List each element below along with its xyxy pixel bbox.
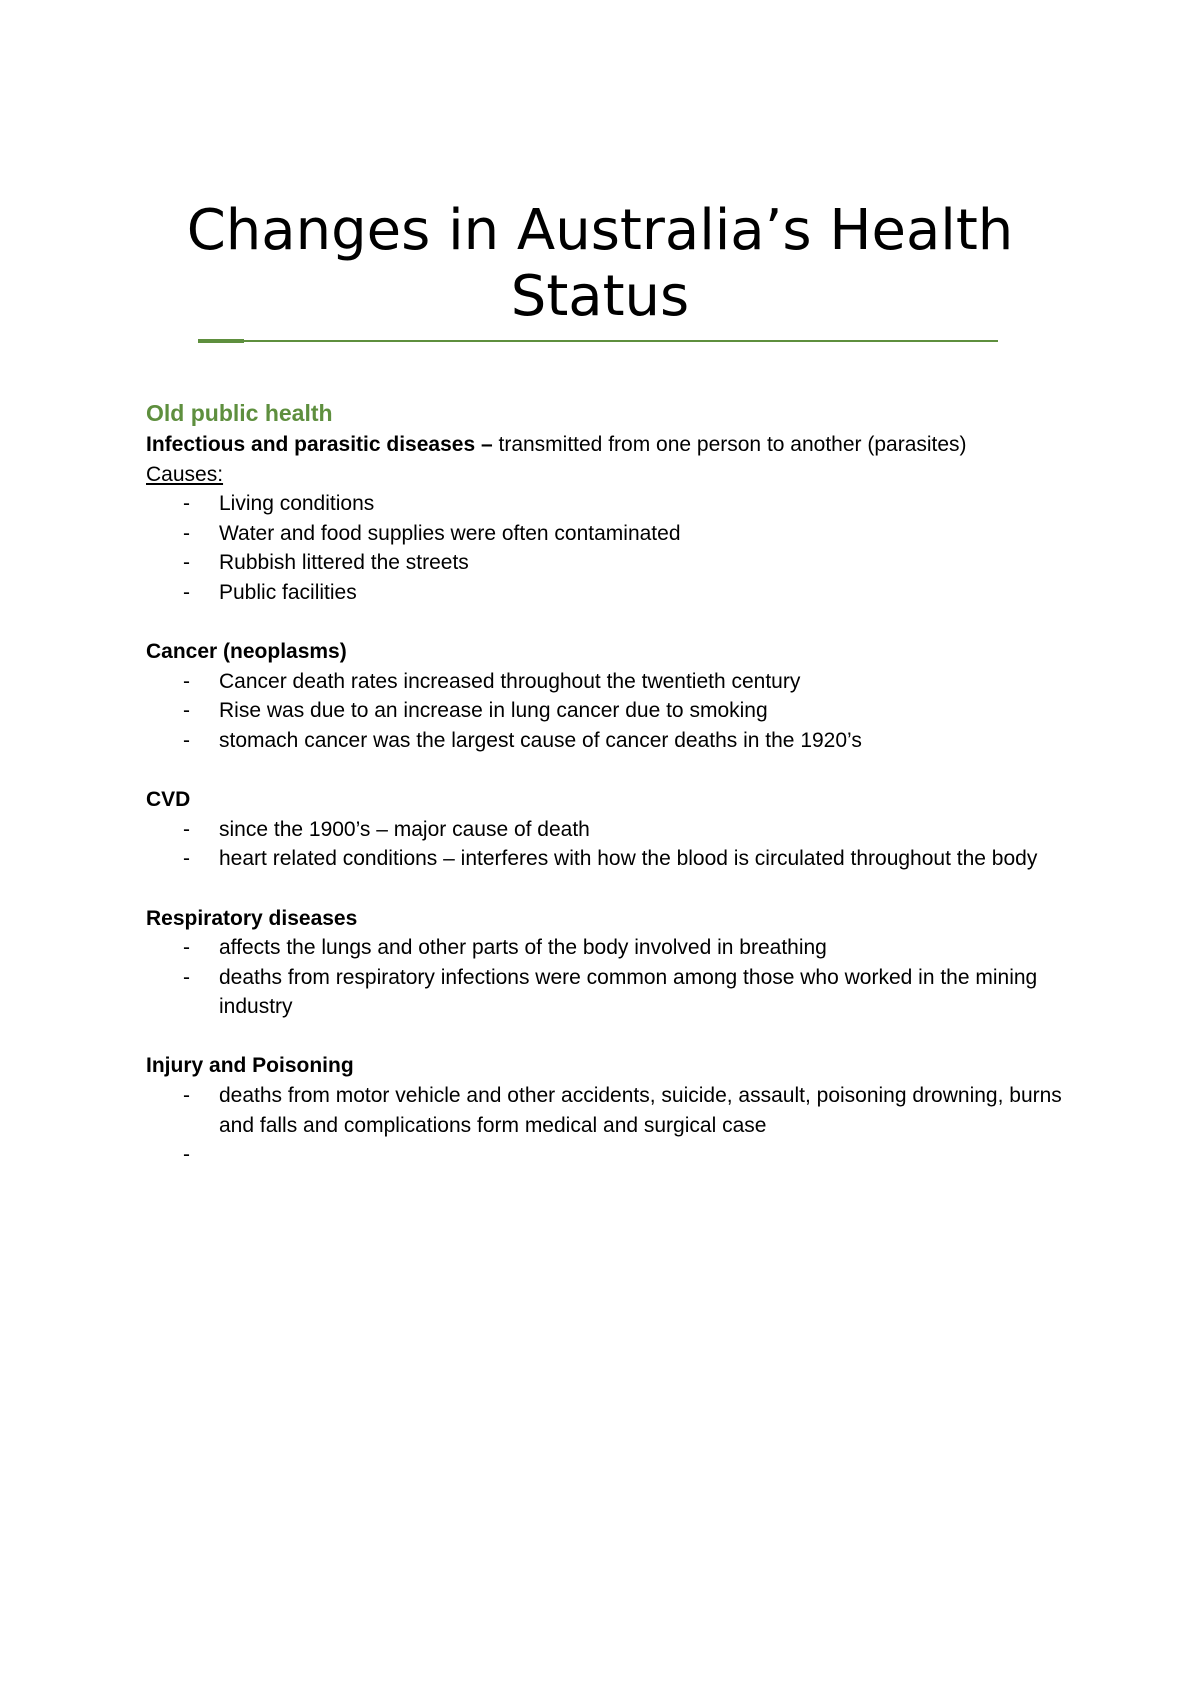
list-dash: -	[183, 728, 190, 752]
list-item-text: Rubbish littered the streets	[219, 551, 469, 575]
list-dash: -	[183, 492, 190, 516]
section-heading-old-public-health: Old public health	[146, 400, 333, 426]
list-item	[146, 667, 1066, 697]
list-item-text: Cancer death rates increased throughout the twentieth century	[219, 669, 801, 693]
list-item-text: stomach cancer was the largest cause of cancer deaths in the 1920’s	[219, 728, 862, 752]
list-item	[146, 1140, 1066, 1170]
list-dash: -	[183, 669, 190, 693]
list-item-text: Living conditions	[219, 492, 375, 516]
paragraph-spacer	[146, 608, 1066, 638]
paragraph-spacer	[146, 874, 1066, 904]
document-body	[146, 396, 1066, 1170]
infectious-diseases-definition	[146, 430, 1066, 460]
list-item	[146, 696, 1066, 726]
title-line-2: Status	[510, 264, 690, 329]
causes-label-line	[146, 460, 1066, 490]
list-item-text: Water and food supplies were often contaminated	[219, 521, 681, 545]
list-item	[146, 815, 1066, 845]
respiratory-list	[146, 933, 1066, 1022]
respiratory-heading: Respiratory diseases	[146, 906, 358, 930]
list-item	[146, 489, 1066, 519]
list-item-text	[219, 1143, 225, 1166]
list-item	[146, 933, 1066, 963]
cvd-heading: CVD	[146, 788, 191, 812]
list-item-text: deaths from motor vehicle and other accidents, suicide, assault, poisoning drowning, burns and falls and complications form medical and surgical case	[219, 1084, 1062, 1137]
title-line-1: Changes in Australia’s Health	[186, 198, 1014, 263]
list-dash: -	[183, 1084, 190, 1108]
list-item	[146, 1081, 1066, 1140]
paragraph-spacer	[146, 756, 1066, 786]
list-item-text: Public facilities	[219, 580, 357, 604]
list-item-text: affects the lungs and other parts of the body involved in breathing	[219, 936, 827, 960]
list-dash: -	[183, 580, 190, 604]
list-dash: -	[183, 521, 190, 545]
list-dash: -	[183, 551, 190, 575]
injury-list	[146, 1081, 1066, 1170]
paragraph-spacer	[146, 1022, 1066, 1052]
document-title	[0, 198, 1200, 330]
causes-label: Causes:	[146, 462, 224, 486]
list-dash: -	[183, 847, 190, 871]
cancer-heading: Cancer (neoplasms)	[146, 640, 347, 664]
cancer-list	[146, 667, 1066, 756]
injury-heading: Injury and Poisoning	[146, 1054, 354, 1078]
list-item-text: since the 1900’s – major cause of death	[219, 817, 590, 841]
list-dash: -	[183, 965, 190, 989]
list-dash: -	[183, 817, 190, 841]
infectious-diseases-term: Infectious and parasitic diseases –	[146, 433, 493, 456]
title-underline-accent	[198, 339, 244, 343]
list-item	[146, 844, 1066, 874]
list-item-text: Rise was due to an increase in lung cancer due to smoking	[219, 699, 768, 723]
list-dash: -	[183, 1143, 190, 1167]
causes-list	[146, 489, 1066, 607]
list-item-text: heart related conditions – interferes with how the blood is circulated throughout the body	[219, 847, 1038, 871]
list-item	[146, 519, 1066, 549]
list-item-text: deaths from respiratory infections were common among those who worked in the mining industry	[219, 965, 1038, 1019]
list-item	[146, 548, 1066, 578]
list-dash: -	[183, 936, 190, 960]
list-dash: -	[183, 699, 190, 723]
cvd-list	[146, 815, 1066, 874]
list-item	[146, 726, 1066, 756]
infectious-diseases-description: transmitted from one person to another (parasites)	[492, 433, 967, 456]
list-item	[146, 963, 1066, 1022]
title-underline-rule	[198, 340, 998, 342]
list-item	[146, 578, 1066, 608]
